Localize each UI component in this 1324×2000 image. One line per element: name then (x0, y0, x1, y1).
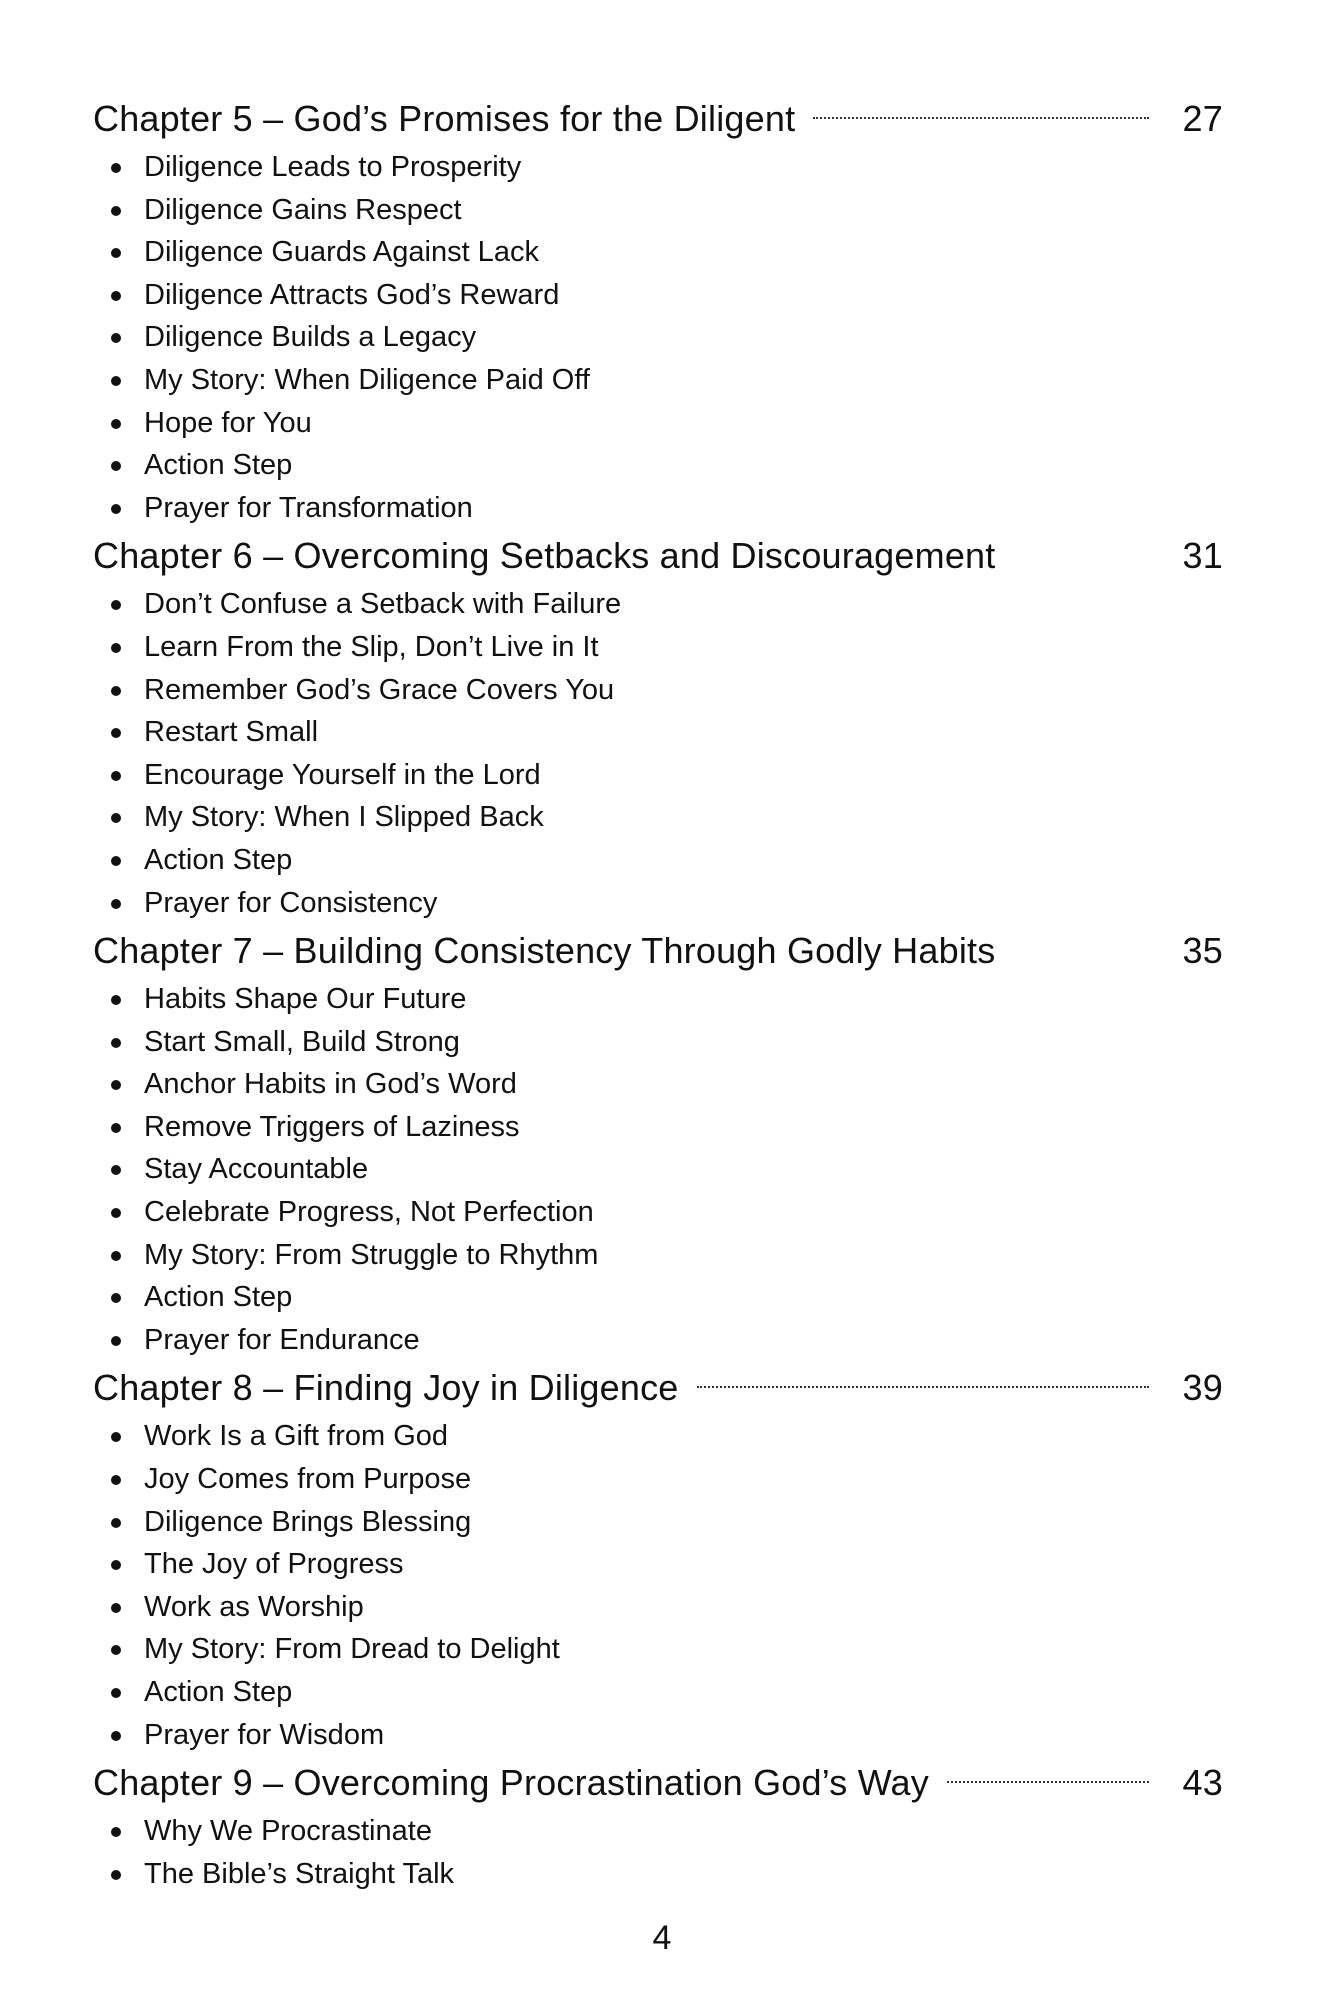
bullet-icon (111, 771, 121, 781)
section-item[interactable] (93, 1810, 1223, 1853)
bullet-icon (111, 899, 121, 909)
section-item-label: Action Step (144, 843, 293, 876)
section-item-label: Work Is a Gift from God (144, 1420, 449, 1453)
section-list (93, 978, 1223, 1361)
dot-leader (947, 1781, 1149, 1783)
section-item[interactable] (93, 231, 1223, 274)
section-item-label: Diligence Brings Blessing (144, 1505, 472, 1538)
section-item-label: My Story: When I Slipped Back (144, 801, 544, 834)
chapter-page-number: 35 (1182, 930, 1223, 972)
section-item-label: Prayer for Consistency (144, 886, 438, 919)
section-item[interactable] (93, 1628, 1223, 1671)
section-item[interactable] (93, 316, 1223, 359)
bullet-icon (111, 813, 121, 823)
bullet-icon (111, 1827, 121, 1837)
chapter-title: Chapter 9 – Overcoming Procrastination God’s Way (93, 1762, 929, 1804)
section-item-label: The Bible’s Straight Talk (144, 1857, 455, 1890)
bullet-icon (111, 1518, 121, 1528)
section-item-label: Remember God’s Grace Covers You (144, 673, 615, 706)
toc-chapter (93, 529, 1223, 924)
bullet-icon (111, 1603, 121, 1613)
chapter-page-number: 31 (1182, 535, 1223, 577)
section-item-label: Action Step (144, 1281, 293, 1314)
section-item-label: Action Step (144, 1676, 293, 1708)
toc-chapter (93, 924, 1223, 1361)
section-item-label: Don’t Confuse a Setback with Failure (144, 588, 622, 621)
section-item-label: Work as Worship (144, 1590, 364, 1623)
section-item[interactable] (93, 1714, 1223, 1757)
section-item[interactable] (93, 189, 1223, 232)
section-item-label: Prayer for Endurance (144, 1323, 420, 1356)
bullet-icon (111, 1688, 121, 1698)
section-item-label: The Joy of Progress (144, 1548, 404, 1581)
section-item-label: Diligence Gains Respect (144, 193, 462, 226)
section-list (93, 146, 1223, 529)
chapter-page-number: 43 (1182, 1762, 1223, 1804)
bullet-icon (111, 1123, 121, 1133)
bullet-icon (111, 291, 121, 301)
chapter-title: Chapter 5 – God’s Promises for the Diligent (93, 98, 796, 139)
toc-chapter (93, 1361, 1223, 1756)
section-item-label: Remove Triggers of Laziness (144, 1110, 520, 1143)
section-item[interactable] (93, 1415, 1223, 1458)
section-item-label: Stay Accountable (144, 1153, 369, 1186)
section-item[interactable] (93, 882, 1223, 925)
section-item[interactable] (93, 444, 1223, 487)
section-item-label: Hope for You (144, 406, 312, 439)
section-item[interactable] (93, 1148, 1223, 1191)
section-item[interactable] (93, 1458, 1223, 1501)
section-item-label: My Story: From Struggle to Rhythm (144, 1238, 599, 1271)
section-item[interactable] (93, 274, 1223, 317)
section-item[interactable] (93, 487, 1223, 530)
bullet-icon (111, 333, 121, 343)
bullet-icon (111, 1336, 121, 1346)
section-item-label: Diligence Leads to Prosperity (144, 151, 522, 183)
bullet-icon (111, 1731, 121, 1741)
section-item[interactable] (93, 359, 1223, 402)
table-of-contents (93, 92, 1223, 1895)
bullet-icon (111, 856, 121, 866)
section-item[interactable] (93, 754, 1223, 797)
bullet-icon (111, 995, 121, 1005)
bullet-icon (111, 1870, 121, 1880)
bullet-icon (111, 163, 121, 173)
section-item[interactable] (93, 626, 1223, 669)
section-list (93, 583, 1223, 924)
section-item[interactable] (93, 1543, 1223, 1586)
chapter-title: Chapter 6 – Overcoming Setbacks and Discouragement (93, 535, 996, 577)
section-item-label: Diligence Guards Against Lack (144, 236, 539, 269)
section-item[interactable] (93, 1106, 1223, 1149)
section-item-label: My Story: When Diligence Paid Off (144, 363, 590, 396)
section-item[interactable] (93, 796, 1223, 839)
bullet-icon (111, 504, 121, 514)
chapter-heading[interactable] (93, 92, 1223, 146)
bullet-icon (111, 1038, 121, 1048)
bullet-icon (111, 419, 121, 429)
section-item-label: Why We Procrastinate (144, 1815, 432, 1848)
section-list (93, 1810, 1223, 1895)
bullet-icon (111, 1645, 121, 1655)
bullet-icon (111, 1432, 121, 1442)
toc-chapter (93, 1756, 1223, 1895)
bullet-icon (111, 1560, 121, 1570)
chapter-heading[interactable] (93, 924, 1223, 978)
chapter-title: Chapter 7 – Building Consistency Through Godly Habits (93, 930, 996, 972)
bullet-icon (111, 728, 121, 738)
bullet-icon (111, 376, 121, 386)
section-item[interactable] (93, 1234, 1223, 1277)
chapter-page-number: 39 (1182, 1367, 1223, 1409)
bullet-icon (111, 1080, 121, 1090)
section-item-label: Diligence Attracts God’s Reward (144, 278, 560, 311)
chapter-title: Chapter 8 – Finding Joy in Diligence (93, 1367, 679, 1409)
section-item[interactable] (93, 978, 1223, 1021)
chapter-heading[interactable] (93, 1756, 1223, 1810)
section-list (93, 1415, 1223, 1756)
bullet-icon (111, 1475, 121, 1485)
dot-leader (813, 117, 1149, 119)
section-item-label: My Story: From Dread to Delight (144, 1633, 560, 1666)
toc-chapter (93, 92, 1223, 529)
section-item-label: Joy Comes from Purpose (144, 1463, 472, 1496)
section-item[interactable] (93, 1671, 1223, 1714)
bullet-icon (111, 600, 121, 610)
bullet-icon (111, 1208, 121, 1218)
section-item-label: Restart Small (144, 716, 319, 749)
section-item-label: Learn From the Slip, Don’t Live in It (144, 630, 599, 663)
section-item[interactable] (93, 1501, 1223, 1544)
bullet-icon (111, 643, 121, 653)
chapter-heading[interactable] (93, 1361, 1223, 1415)
section-item[interactable] (93, 1063, 1223, 1106)
section-item[interactable] (93, 1276, 1223, 1319)
chapter-heading[interactable] (93, 529, 1223, 583)
section-item-label: Prayer for Wisdom (144, 1718, 385, 1751)
bullet-icon (111, 686, 121, 696)
chapter-page-number: 27 (1182, 98, 1223, 139)
bullet-icon (111, 1165, 121, 1175)
section-item-label: Start Small, Build Strong (144, 1025, 460, 1058)
section-item[interactable] (93, 1586, 1223, 1629)
bullet-icon (111, 1251, 121, 1261)
bullet-icon (111, 248, 121, 258)
bullet-icon (111, 461, 121, 471)
section-item[interactable] (93, 1021, 1223, 1064)
section-item-label: Anchor Habits in God’s Word (144, 1068, 517, 1101)
section-item[interactable] (93, 839, 1223, 882)
dot-leader (697, 1386, 1149, 1388)
section-item-label: Encourage Yourself in the Lord (144, 758, 541, 791)
section-item[interactable] (93, 1319, 1223, 1362)
bullet-icon (111, 1293, 121, 1303)
section-item[interactable] (93, 402, 1223, 445)
section-item-label: Action Step (144, 449, 293, 482)
section-item-label: Diligence Builds a Legacy (144, 321, 477, 354)
page-number: 4 (652, 1919, 672, 1957)
section-item[interactable] (93, 1853, 1223, 1896)
section-item[interactable] (93, 1191, 1223, 1234)
section-item-label: Prayer for Transformation (144, 491, 473, 524)
section-item[interactable] (93, 146, 1223, 189)
section-item-label: Celebrate Progress, Not Perfection (144, 1196, 594, 1229)
bullet-icon (111, 206, 121, 216)
section-item-label: Habits Shape Our Future (144, 983, 467, 1016)
section-item[interactable] (93, 711, 1223, 754)
section-item[interactable] (93, 583, 1223, 626)
section-item[interactable] (93, 669, 1223, 712)
